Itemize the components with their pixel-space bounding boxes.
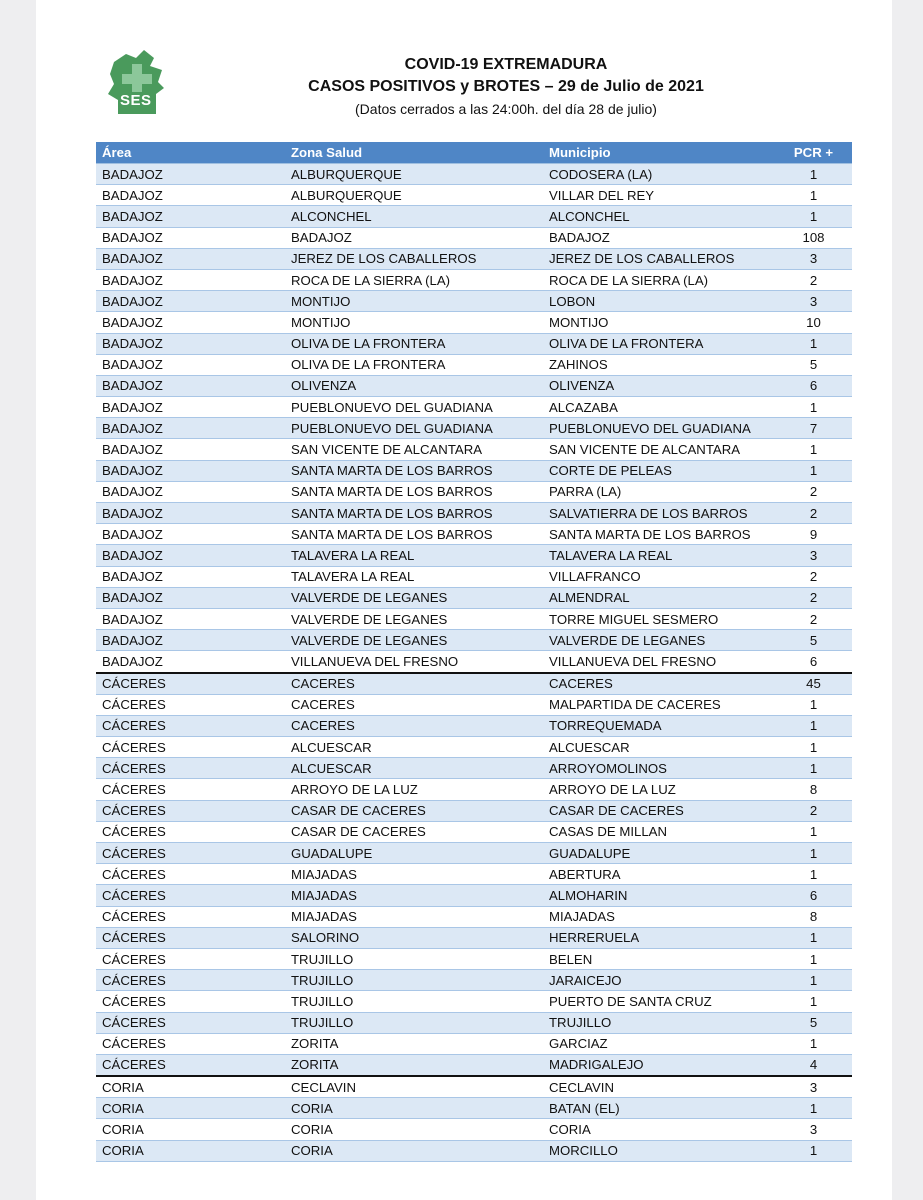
cell-pcr: 5 — [775, 630, 852, 651]
cell-area: BADAJOZ — [96, 248, 285, 269]
cell-zona-salud: ALBURQUERQUE — [285, 185, 543, 206]
cell-area: CÁCERES — [96, 821, 285, 842]
cell-municipio: CORIA — [543, 1119, 775, 1140]
cell-municipio: LOBON — [543, 291, 775, 312]
cell-municipio: CORTE DE PELEAS — [543, 460, 775, 481]
cell-area: BADAJOZ — [96, 206, 285, 227]
cell-municipio: TRUJILLO — [543, 1012, 775, 1033]
cell-pcr: 5 — [775, 1012, 852, 1033]
table-row — [96, 948, 852, 969]
cell-pcr: 1 — [775, 460, 852, 481]
cell-area: BADAJOZ — [96, 333, 285, 354]
table-row — [96, 927, 852, 948]
cell-pcr: 1 — [775, 164, 852, 185]
column-header-zona-salud: Zona Salud — [285, 142, 543, 164]
cell-zona-salud: ZORITA — [285, 1033, 543, 1054]
cell-municipio: MONTIJO — [543, 312, 775, 333]
cell-pcr: 3 — [775, 1076, 852, 1098]
table-row — [96, 991, 852, 1012]
cell-pcr: 8 — [775, 779, 852, 800]
cell-pcr: 7 — [775, 418, 852, 439]
cell-area: CORIA — [96, 1098, 285, 1119]
cell-zona-salud: MIAJADAS — [285, 885, 543, 906]
cell-area: CÁCERES — [96, 948, 285, 969]
cell-pcr: 108 — [775, 227, 852, 248]
cell-area: BADAJOZ — [96, 269, 285, 290]
table-row — [96, 185, 852, 206]
cell-area: CÁCERES — [96, 991, 285, 1012]
cell-area: BADAJOZ — [96, 503, 285, 524]
table-row — [96, 566, 852, 587]
cell-pcr: 3 — [775, 248, 852, 269]
cell-zona-salud: TALAVERA LA REAL — [285, 545, 543, 566]
cell-municipio: ALMENDRAL — [543, 587, 775, 608]
cell-area: CÁCERES — [96, 864, 285, 885]
cell-zona-salud: SALORINO — [285, 927, 543, 948]
cell-pcr: 1 — [775, 1098, 852, 1119]
table-row — [96, 354, 852, 375]
cell-area: BADAJOZ — [96, 312, 285, 333]
cell-pcr: 1 — [775, 439, 852, 460]
cell-zona-salud: ALCUESCAR — [285, 737, 543, 758]
cell-municipio: ZAHINOS — [543, 354, 775, 375]
cell-zona-salud: VILLANUEVA DEL FRESNO — [285, 651, 543, 673]
cell-municipio: VILLAFRANCO — [543, 566, 775, 587]
cell-pcr: 1 — [775, 1140, 852, 1161]
table-row — [96, 758, 852, 779]
cell-zona-salud: ALCONCHEL — [285, 206, 543, 227]
cell-pcr: 3 — [775, 291, 852, 312]
cell-zona-salud: PUEBLONUEVO DEL GUADIANA — [285, 397, 543, 418]
cell-zona-salud: VALVERDE DE LEGANES — [285, 587, 543, 608]
table-row — [96, 779, 852, 800]
cell-area: BADAJOZ — [96, 630, 285, 651]
cell-area: BADAJOZ — [96, 651, 285, 673]
cell-municipio: ALCUESCAR — [543, 737, 775, 758]
cell-municipio: GARCIAZ — [543, 1033, 775, 1054]
table-row — [96, 164, 852, 185]
cell-municipio: JEREZ DE LOS CABALLEROS — [543, 248, 775, 269]
cell-municipio: GUADALUPE — [543, 843, 775, 864]
cell-municipio: VILLANUEVA DEL FRESNO — [543, 651, 775, 673]
cell-zona-salud: CACERES — [285, 715, 543, 736]
cell-pcr: 45 — [775, 673, 852, 695]
cell-area: BADAJOZ — [96, 375, 285, 396]
cell-zona-salud: CACERES — [285, 694, 543, 715]
table-row — [96, 906, 852, 927]
table-row — [96, 608, 852, 629]
document-page — [36, 0, 892, 1200]
cell-municipio: ALCAZABA — [543, 397, 775, 418]
column-header-pcr: PCR + — [775, 142, 852, 164]
table-row — [96, 206, 852, 227]
cell-municipio: ARROYO DE LA LUZ — [543, 779, 775, 800]
cell-zona-salud: ALCUESCAR — [285, 758, 543, 779]
cell-municipio: TORREQUEMADA — [543, 715, 775, 736]
cell-zona-salud: ALBURQUERQUE — [285, 164, 543, 185]
cell-area: BADAJOZ — [96, 608, 285, 629]
table-row — [96, 630, 852, 651]
table-row — [96, 524, 852, 545]
cell-municipio: MORCILLO — [543, 1140, 775, 1161]
cell-municipio: TORRE MIGUEL SESMERO — [543, 608, 775, 629]
cell-municipio: VALVERDE DE LEGANES — [543, 630, 775, 651]
table-row — [96, 1119, 852, 1140]
cell-municipio: BELEN — [543, 948, 775, 969]
cell-zona-salud: CASAR DE CACERES — [285, 821, 543, 842]
cell-area: CÁCERES — [96, 737, 285, 758]
cell-zona-salud: SANTA MARTA DE LOS BARROS — [285, 524, 543, 545]
cell-pcr: 1 — [775, 970, 852, 991]
cell-municipio: ARROYOMOLINOS — [543, 758, 775, 779]
cell-municipio: VILLAR DEL REY — [543, 185, 775, 206]
cell-zona-salud: SANTA MARTA DE LOS BARROS — [285, 460, 543, 481]
cell-zona-salud: MONTIJO — [285, 312, 543, 333]
document-header — [226, 54, 786, 119]
table-row — [96, 737, 852, 758]
cell-area: CORIA — [96, 1076, 285, 1098]
cell-pcr: 2 — [775, 608, 852, 629]
cell-municipio: MIAJADAS — [543, 906, 775, 927]
cell-pcr: 1 — [775, 948, 852, 969]
cell-municipio: CASAS DE MILLAN — [543, 821, 775, 842]
cell-zona-salud: CACERES — [285, 673, 543, 695]
cell-pcr: 1 — [775, 864, 852, 885]
table-row — [96, 1140, 852, 1161]
cell-municipio: TALAVERA LA REAL — [543, 545, 775, 566]
cell-zona-salud: VALVERDE DE LEGANES — [285, 608, 543, 629]
cell-area: CÁCERES — [96, 673, 285, 695]
cell-zona-salud: CORIA — [285, 1119, 543, 1140]
cell-area: CÁCERES — [96, 1033, 285, 1054]
cell-pcr: 1 — [775, 1033, 852, 1054]
cell-municipio: SALVATIERRA DE LOS BARROS — [543, 503, 775, 524]
cell-zona-salud: CASAR DE CACERES — [285, 800, 543, 821]
table-row — [96, 460, 852, 481]
cell-municipio: SANTA MARTA DE LOS BARROS — [543, 524, 775, 545]
cell-zona-salud: TRUJILLO — [285, 970, 543, 991]
cell-zona-salud: MONTIJO — [285, 291, 543, 312]
cell-zona-salud: SAN VICENTE DE ALCANTARA — [285, 439, 543, 460]
cell-pcr: 1 — [775, 843, 852, 864]
table-row — [96, 651, 852, 673]
cell-pcr: 1 — [775, 694, 852, 715]
cell-pcr: 2 — [775, 269, 852, 290]
cell-pcr: 1 — [775, 991, 852, 1012]
cell-pcr: 10 — [775, 312, 852, 333]
cell-pcr: 4 — [775, 1054, 852, 1076]
table-row — [96, 970, 852, 991]
cell-municipio: CECLAVIN — [543, 1076, 775, 1098]
cell-zona-salud: VALVERDE DE LEGANES — [285, 630, 543, 651]
cell-pcr: 6 — [775, 651, 852, 673]
cell-municipio: PUEBLONUEVO DEL GUADIANA — [543, 418, 775, 439]
cell-area: CÁCERES — [96, 800, 285, 821]
cell-zona-salud: OLIVA DE LA FRONTERA — [285, 354, 543, 375]
cell-pcr: 1 — [775, 821, 852, 842]
cell-municipio: MALPARTIDA DE CACERES — [543, 694, 775, 715]
table-row — [96, 545, 852, 566]
cell-area: CORIA — [96, 1140, 285, 1161]
cell-area: BADAJOZ — [96, 566, 285, 587]
cell-pcr: 2 — [775, 503, 852, 524]
logo-text: SES — [120, 92, 152, 109]
cell-pcr: 6 — [775, 885, 852, 906]
document-subtitle: CASOS POSITIVOS y BROTES – 29 de Julio de 2021 — [308, 78, 704, 95]
cell-municipio: ABERTURA — [543, 864, 775, 885]
cell-pcr: 2 — [775, 566, 852, 587]
cell-area: CÁCERES — [96, 715, 285, 736]
cell-municipio: MADRIGALEJO — [543, 1054, 775, 1076]
table-row — [96, 587, 852, 608]
cell-municipio: BATAN (EL) — [543, 1098, 775, 1119]
cell-pcr: 1 — [775, 737, 852, 758]
cases-table — [96, 142, 852, 1162]
cell-area: BADAJOZ — [96, 460, 285, 481]
cell-municipio: JARAICEJO — [543, 970, 775, 991]
table-row — [96, 312, 852, 333]
table-row — [96, 333, 852, 354]
cell-pcr: 1 — [775, 927, 852, 948]
cell-pcr: 1 — [775, 758, 852, 779]
document-title: COVID-19 EXTREMADURA — [404, 56, 608, 73]
cell-zona-salud: TALAVERA LA REAL — [285, 566, 543, 587]
table-row — [96, 269, 852, 290]
table-row — [96, 481, 852, 502]
cell-area: CÁCERES — [96, 779, 285, 800]
cell-area: BADAJOZ — [96, 545, 285, 566]
cell-pcr: 1 — [775, 715, 852, 736]
cell-area: BADAJOZ — [96, 439, 285, 460]
cell-pcr: 1 — [775, 333, 852, 354]
cell-zona-salud: ARROYO DE LA LUZ — [285, 779, 543, 800]
column-header-municipio: Municipio — [543, 142, 775, 164]
cell-zona-salud: ROCA DE LA SIERRA (LA) — [285, 269, 543, 290]
cell-municipio: CACERES — [543, 673, 775, 695]
cell-zona-salud: MIAJADAS — [285, 864, 543, 885]
cell-area: BADAJOZ — [96, 587, 285, 608]
cell-area: BADAJOZ — [96, 418, 285, 439]
cell-area: CÁCERES — [96, 843, 285, 864]
cell-municipio: SAN VICENTE DE ALCANTARA — [543, 439, 775, 460]
cell-pcr: 8 — [775, 906, 852, 927]
table-row — [96, 1098, 852, 1119]
cell-zona-salud: PUEBLONUEVO DEL GUADIANA — [285, 418, 543, 439]
cell-area: CÁCERES — [96, 927, 285, 948]
table-row — [96, 1012, 852, 1033]
cell-area: BADAJOZ — [96, 524, 285, 545]
table-row — [96, 418, 852, 439]
cell-pcr: 1 — [775, 185, 852, 206]
cell-zona-salud: CORIA — [285, 1098, 543, 1119]
table-row — [96, 885, 852, 906]
cell-zona-salud: SANTA MARTA DE LOS BARROS — [285, 503, 543, 524]
cell-zona-salud: OLIVA DE LA FRONTERA — [285, 333, 543, 354]
cell-zona-salud: ZORITA — [285, 1054, 543, 1076]
cell-area: CÁCERES — [96, 758, 285, 779]
cell-zona-salud: SANTA MARTA DE LOS BARROS — [285, 481, 543, 502]
cell-zona-salud: MIAJADAS — [285, 906, 543, 927]
cell-area: CÁCERES — [96, 1054, 285, 1076]
cell-municipio: BADAJOZ — [543, 227, 775, 248]
table-row — [96, 227, 852, 248]
table-row — [96, 397, 852, 418]
cell-pcr: 2 — [775, 800, 852, 821]
cell-municipio: HERRERUELA — [543, 927, 775, 948]
table-row — [96, 503, 852, 524]
cell-pcr: 3 — [775, 1119, 852, 1140]
cell-area: CORIA — [96, 1119, 285, 1140]
table-row — [96, 673, 852, 695]
cell-municipio: CASAR DE CACERES — [543, 800, 775, 821]
table-row — [96, 1033, 852, 1054]
cell-area: CÁCERES — [96, 970, 285, 991]
table-row — [96, 375, 852, 396]
cell-municipio: ALCONCHEL — [543, 206, 775, 227]
cell-pcr: 2 — [775, 587, 852, 608]
cell-municipio: ALMOHARIN — [543, 885, 775, 906]
ses-logo — [106, 48, 166, 116]
cell-area: CÁCERES — [96, 1012, 285, 1033]
cell-municipio: CODOSERA (LA) — [543, 164, 775, 185]
table-row — [96, 1076, 852, 1098]
cell-area: BADAJOZ — [96, 291, 285, 312]
table-row — [96, 864, 852, 885]
table-body — [96, 164, 852, 1162]
cell-area: BADAJOZ — [96, 185, 285, 206]
table-row — [96, 821, 852, 842]
table-header-row — [96, 142, 852, 164]
table-row — [96, 715, 852, 736]
table-row — [96, 843, 852, 864]
cell-zona-salud: BADAJOZ — [285, 227, 543, 248]
cell-area: CÁCERES — [96, 906, 285, 927]
cell-zona-salud: CORIA — [285, 1140, 543, 1161]
table-row — [96, 248, 852, 269]
cell-area: BADAJOZ — [96, 397, 285, 418]
cell-area: BADAJOZ — [96, 164, 285, 185]
cell-area: CÁCERES — [96, 885, 285, 906]
cell-pcr: 3 — [775, 545, 852, 566]
cell-municipio: OLIVENZA — [543, 375, 775, 396]
cell-pcr: 1 — [775, 397, 852, 418]
cell-zona-salud: GUADALUPE — [285, 843, 543, 864]
cell-pcr: 1 — [775, 206, 852, 227]
cell-zona-salud: TRUJILLO — [285, 948, 543, 969]
table-row — [96, 694, 852, 715]
cell-municipio: PARRA (LA) — [543, 481, 775, 502]
data-cutoff-note: (Datos cerrados a las 24:00h. del día 28 de julio) — [355, 101, 657, 117]
table-row — [96, 1054, 852, 1076]
cell-pcr: 2 — [775, 481, 852, 502]
cell-zona-salud: JEREZ DE LOS CABALLEROS — [285, 248, 543, 269]
cell-municipio: PUERTO DE SANTA CRUZ — [543, 991, 775, 1012]
cell-municipio: OLIVA DE LA FRONTERA — [543, 333, 775, 354]
cell-pcr: 9 — [775, 524, 852, 545]
cell-area: BADAJOZ — [96, 481, 285, 502]
table-row — [96, 291, 852, 312]
cell-pcr: 6 — [775, 375, 852, 396]
cell-pcr: 5 — [775, 354, 852, 375]
cell-zona-salud: TRUJILLO — [285, 991, 543, 1012]
cell-municipio: ROCA DE LA SIERRA (LA) — [543, 269, 775, 290]
cell-zona-salud: OLIVENZA — [285, 375, 543, 396]
column-header-area: Área — [96, 142, 285, 164]
cell-area: BADAJOZ — [96, 354, 285, 375]
cell-area: CÁCERES — [96, 694, 285, 715]
cell-area: BADAJOZ — [96, 227, 285, 248]
table-row — [96, 800, 852, 821]
table-row — [96, 439, 852, 460]
cell-zona-salud: CECLAVIN — [285, 1076, 543, 1098]
cell-zona-salud: TRUJILLO — [285, 1012, 543, 1033]
